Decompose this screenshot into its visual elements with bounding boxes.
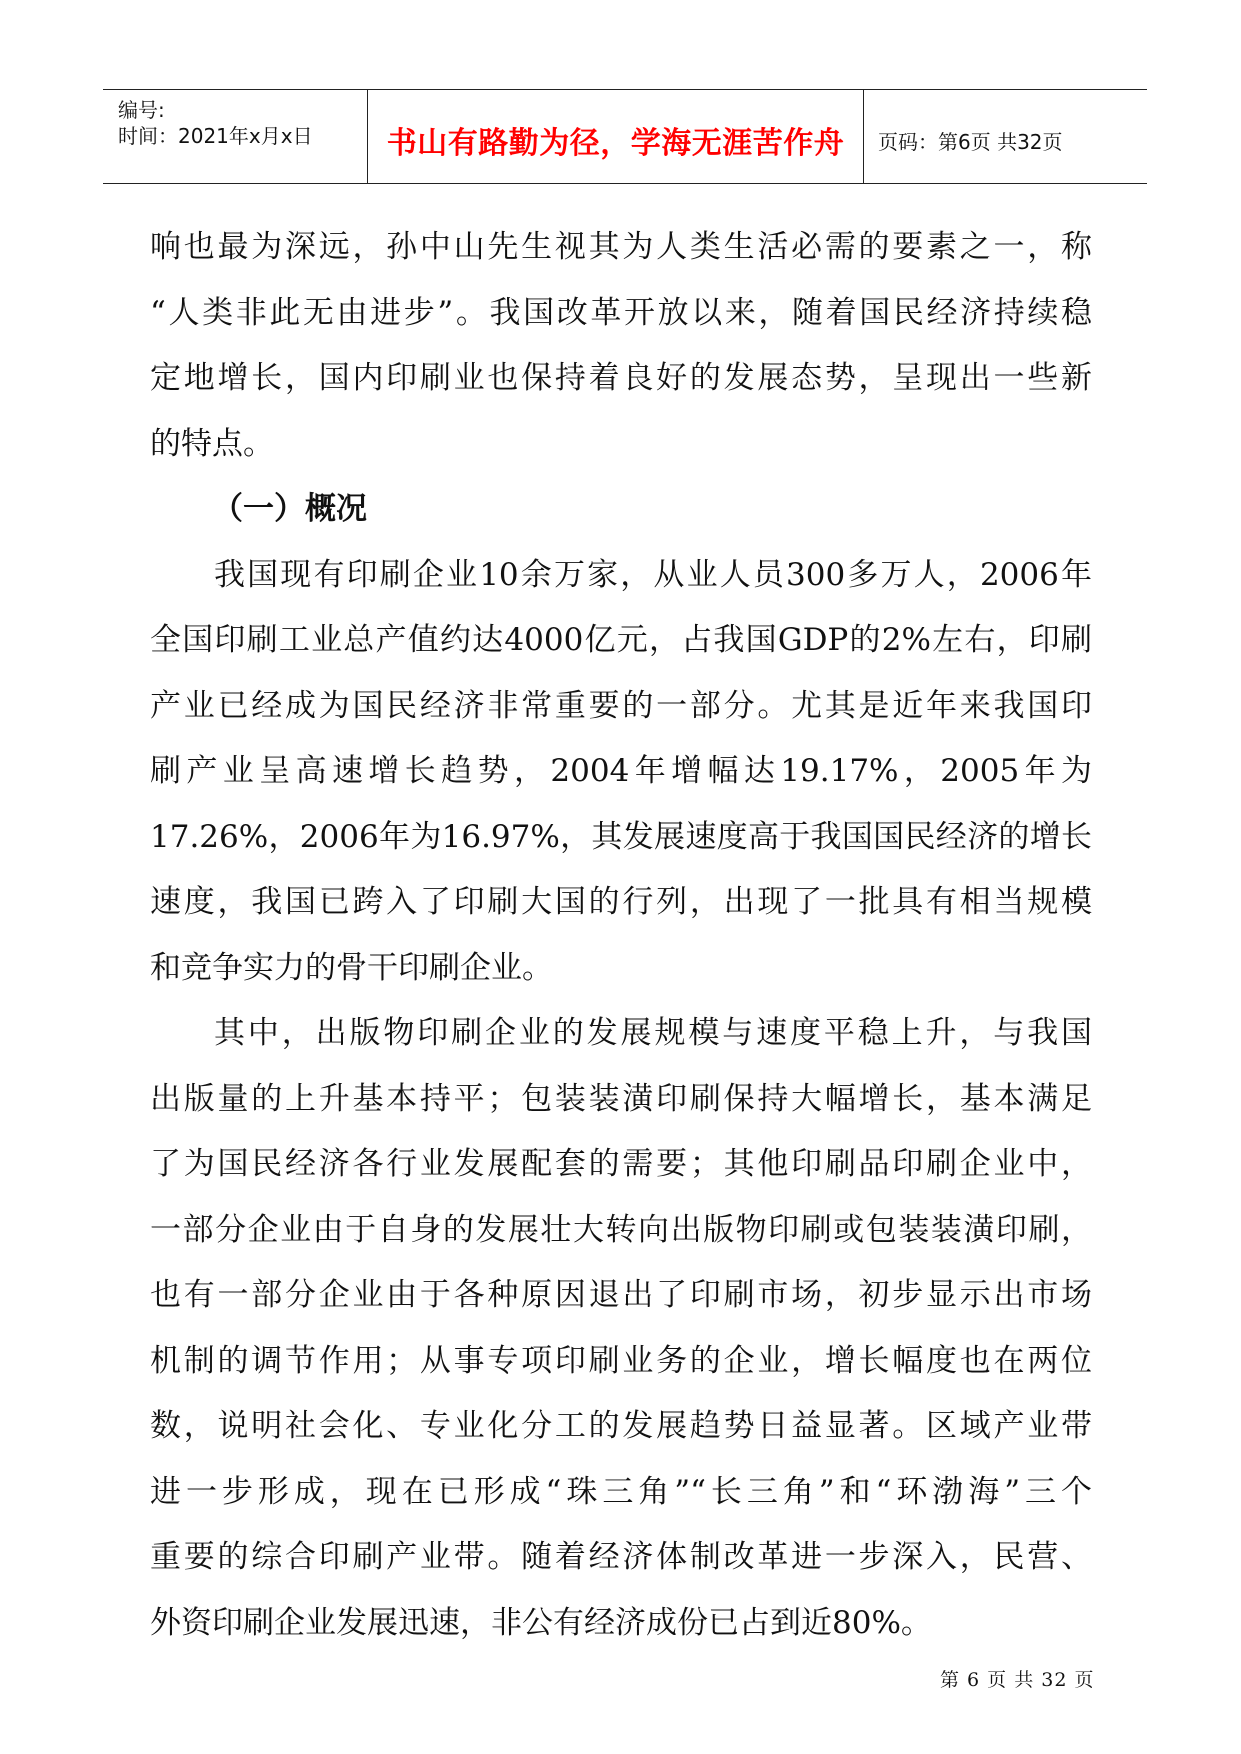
document-time-label: 时间：2021年x月x日 — [118, 124, 313, 148]
text-line: 17.26%，2006年为16.97%，其发展速度高于我国国民经济的增长 — [150, 818, 1092, 855]
text-line: 产业已经成为国民经济非常重要的一部分。尤其是近年来我国印 — [150, 687, 1092, 724]
text-line: “人类非此无由进步”。我国改革开放以来，随着国民经济持续稳 — [150, 294, 1092, 331]
page-header — [103, 89, 1147, 184]
document-number-label: 编号: — [118, 98, 165, 122]
paragraph-details — [150, 1001, 1092, 1656]
text-line: 出版量的上升基本持平；包装装潢印刷保持大幅增长，基本满足 — [150, 1080, 1092, 1117]
text-line: 重要的综合印刷产业带。随着经济体制改革进一步深入，民营、 — [150, 1539, 1092, 1575]
text-line: 和竞争实力的骨干印刷企业。 — [150, 949, 553, 986]
text-line: 定地增长，国内印刷业也保持着良好的发展态势，呈现出一些新 — [150, 360, 1092, 396]
text-line: 速度，我国已跨入了印刷大国的行列，出现了一批具有相当规模 — [150, 884, 1092, 920]
text-line: 数，说明社会化、专业化分工的发展趋势日益显著。区域产业带 — [150, 1408, 1092, 1444]
text-line: 进一步形成，现在已形成“珠三角”“长三角”和“环渤海”三个 — [150, 1473, 1092, 1510]
header-page-cell — [864, 90, 1147, 183]
text-line: 外资印刷企业发展迅速，非公有经济成份已占到近80%。 — [150, 1604, 932, 1641]
paragraph-overview — [150, 543, 1092, 1002]
header-page-code: 页码：第6页 共32页 — [878, 130, 1063, 154]
text-line: 其中，出版物印刷企业的发展规模与速度平稳上升，与我国 — [214, 1015, 1092, 1051]
page-footer: 第 6 页 共 32 页 — [940, 1669, 1095, 1691]
text-line: 刷产业呈高速增长趋势，2004年增幅达19.17%，2005年为 — [150, 753, 1092, 789]
header-motto-cell — [367, 90, 864, 183]
header-motto: 书山有路勤为径，学海无涯苦作舟 — [386, 126, 845, 161]
text-line: 机制的调节作用；从事专项印刷业务的企业，增长幅度也在两位 — [150, 1342, 1092, 1379]
paragraph-continued — [150, 215, 1092, 477]
text-line: 我国现有印刷企业10余万家，从业人员300多万人，2006年 — [214, 556, 1092, 593]
text-line: 也有一部分企业由于各种原因退出了印刷市场，初步显示出市场 — [150, 1277, 1092, 1313]
text-line: 响也最为深远，孙中山先生视其为人类生活必需的要素之一，称 — [150, 229, 1092, 265]
text-line: 一部分企业由于自身的发展壮大转向出版物印刷或包装装潢印刷， — [150, 1211, 1092, 1248]
text-line: 的特点。 — [150, 425, 274, 462]
section-heading: （一）概况 — [212, 491, 367, 527]
text-line: 全国印刷工业总产值约达4000亿元，占我国GDP的2%左右，印刷 — [150, 622, 1092, 658]
document-body — [150, 215, 1092, 1656]
header-info-cell — [103, 90, 367, 183]
text-line: 了为国民经济各行业发展配套的需要；其他印刷品印刷企业中， — [150, 1146, 1092, 1182]
